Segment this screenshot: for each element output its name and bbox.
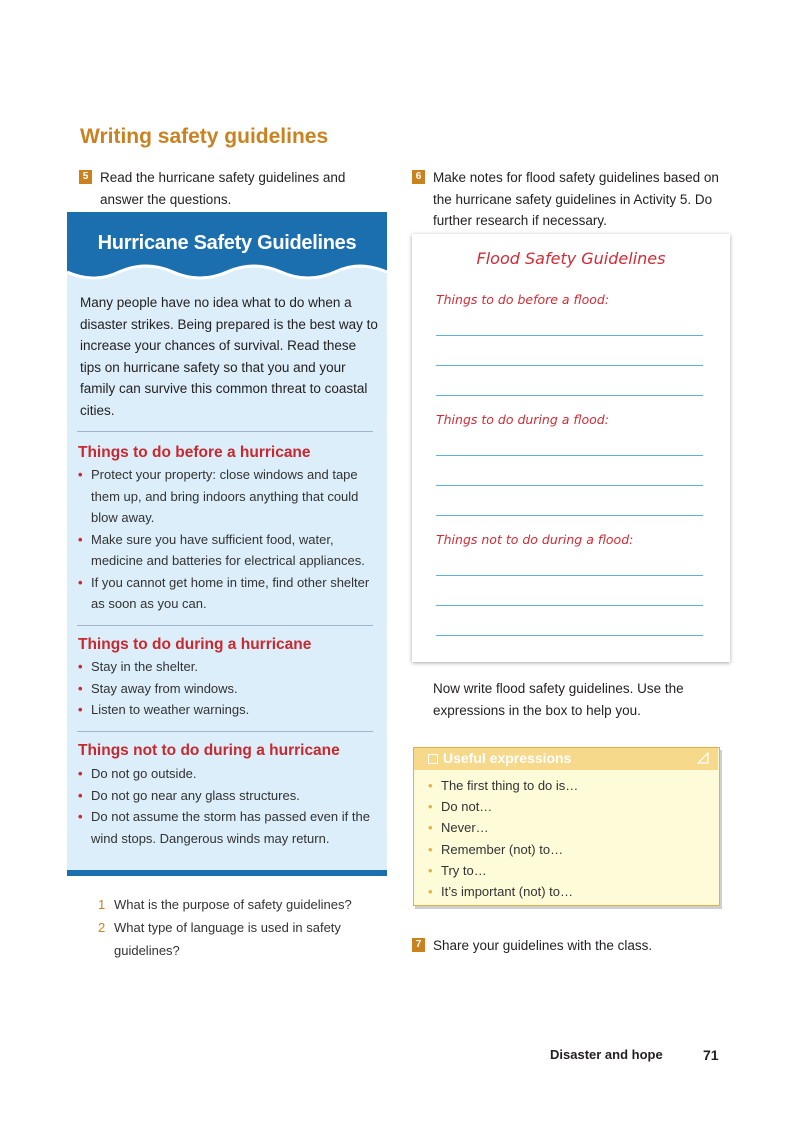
list-item: • Never… — [428, 817, 578, 838]
writing-line[interactable] — [436, 335, 703, 336]
notes-title: Flood Safety Guidelines — [476, 249, 666, 268]
list-item: • Do not assume the storm has passed even if the wind stops. Dangerous winds may return. — [78, 806, 378, 849]
before-list — [78, 464, 378, 615]
section-title: Writing safety guidelines — [80, 125, 329, 148]
activity-7-text: Share your guidelines with the class. — [433, 938, 653, 953]
list-item: • Protect your property: close windows and tape them up, and bring indoors anything that could blow away. — [78, 464, 378, 529]
list-item: • Make sure you have sufficient food, water, medicine and batteries for electrical appliances. — [78, 529, 378, 572]
intro-paragraph: Many people have no idea what to do when a disaster strikes. Being prepared is the best way to increase your chances of survival. Read these tips on hurricane safety so that you and your family can survive this common threat to coastal cities. — [80, 295, 378, 418]
writing-line[interactable] — [436, 455, 703, 456]
question-text: What type of language is used in safety guidelines? — [114, 920, 341, 958]
writing-line[interactable] — [436, 605, 703, 606]
panel-header — [67, 212, 387, 297]
activity-5-text: Read the hurricane safety guidelines and answer the questions. — [100, 170, 346, 207]
activity-7 — [412, 935, 732, 957]
list-item: • Do not go outside. — [78, 763, 378, 785]
checkbox-icon — [428, 754, 438, 764]
activity-number-badge: 5 — [79, 170, 92, 184]
notes-label-during: Things to do during a flood: — [436, 412, 609, 427]
question-number: 1 — [98, 897, 106, 912]
flood-notes-card — [412, 234, 730, 662]
question-item — [98, 916, 388, 962]
not-during-list — [78, 763, 378, 849]
list-item: • Try to… — [428, 860, 578, 881]
notes-label-before: Things to do before a flood: — [436, 292, 610, 307]
footer-chapter: Disaster and hope — [550, 1047, 663, 1062]
panel-title: Hurricane Safety Guidelines — [97, 232, 357, 254]
writing-line[interactable] — [436, 575, 703, 576]
writing-line[interactable] — [436, 365, 703, 366]
activity-number-badge: 7 — [412, 938, 425, 952]
list-item: • Stay in the shelter. — [78, 656, 378, 678]
activity-number-badge: 6 — [412, 170, 425, 184]
activity-6 — [412, 167, 732, 232]
question-item — [98, 893, 388, 916]
during-list — [78, 656, 378, 721]
writing-line[interactable] — [436, 485, 703, 486]
list-item: • It’s important (not) to… — [428, 881, 578, 902]
resize-corner-icon — [697, 752, 709, 764]
writing-line[interactable] — [436, 515, 703, 516]
writing-line[interactable] — [436, 635, 703, 636]
hurricane-guidelines-panel — [67, 212, 387, 876]
question-text: What is the purpose of safety guidelines? — [114, 897, 352, 912]
list-item: • Remember (not) to… — [428, 839, 578, 860]
question-list — [98, 893, 388, 962]
divider — [77, 731, 373, 732]
list-item: • Do not… — [428, 796, 578, 817]
divider — [77, 625, 373, 626]
during-heading: Things to do during a hurricane — [78, 636, 312, 653]
useful-expressions-title: Useful expressions — [443, 750, 572, 766]
activity-6-text: Make notes for flood safety guidelines based on the hurricane safety guidelines in Activity 5. Do further research if necessary. — [433, 170, 719, 228]
useful-expressions-list — [428, 775, 578, 902]
write-instruction: Now write flood safety guidelines. Use the expressions in the box to help you. — [433, 681, 684, 718]
before-heading: Things to do before a hurricane — [78, 444, 311, 461]
page-number: 71 — [703, 1047, 719, 1063]
notes-label-not-during: Things not to do during a flood: — [436, 532, 634, 547]
list-item: • Listen to weather warnings. — [78, 699, 378, 721]
activity-5 — [79, 167, 379, 210]
question-number: 2 — [98, 920, 106, 935]
list-item: • The first thing to do is… — [428, 775, 578, 796]
divider — [77, 431, 373, 432]
useful-expressions-box — [413, 747, 720, 906]
writing-line[interactable] — [436, 395, 703, 396]
useful-expressions-header — [414, 748, 718, 770]
list-item: • Stay away from windows. — [78, 678, 378, 700]
list-item: • If you cannot get home in time, find other shelter as soon as you can. — [78, 572, 378, 615]
not-during-heading: Things not to do during a hurricane — [78, 742, 340, 759]
list-item: • Do not go near any glass structures. — [78, 785, 378, 807]
